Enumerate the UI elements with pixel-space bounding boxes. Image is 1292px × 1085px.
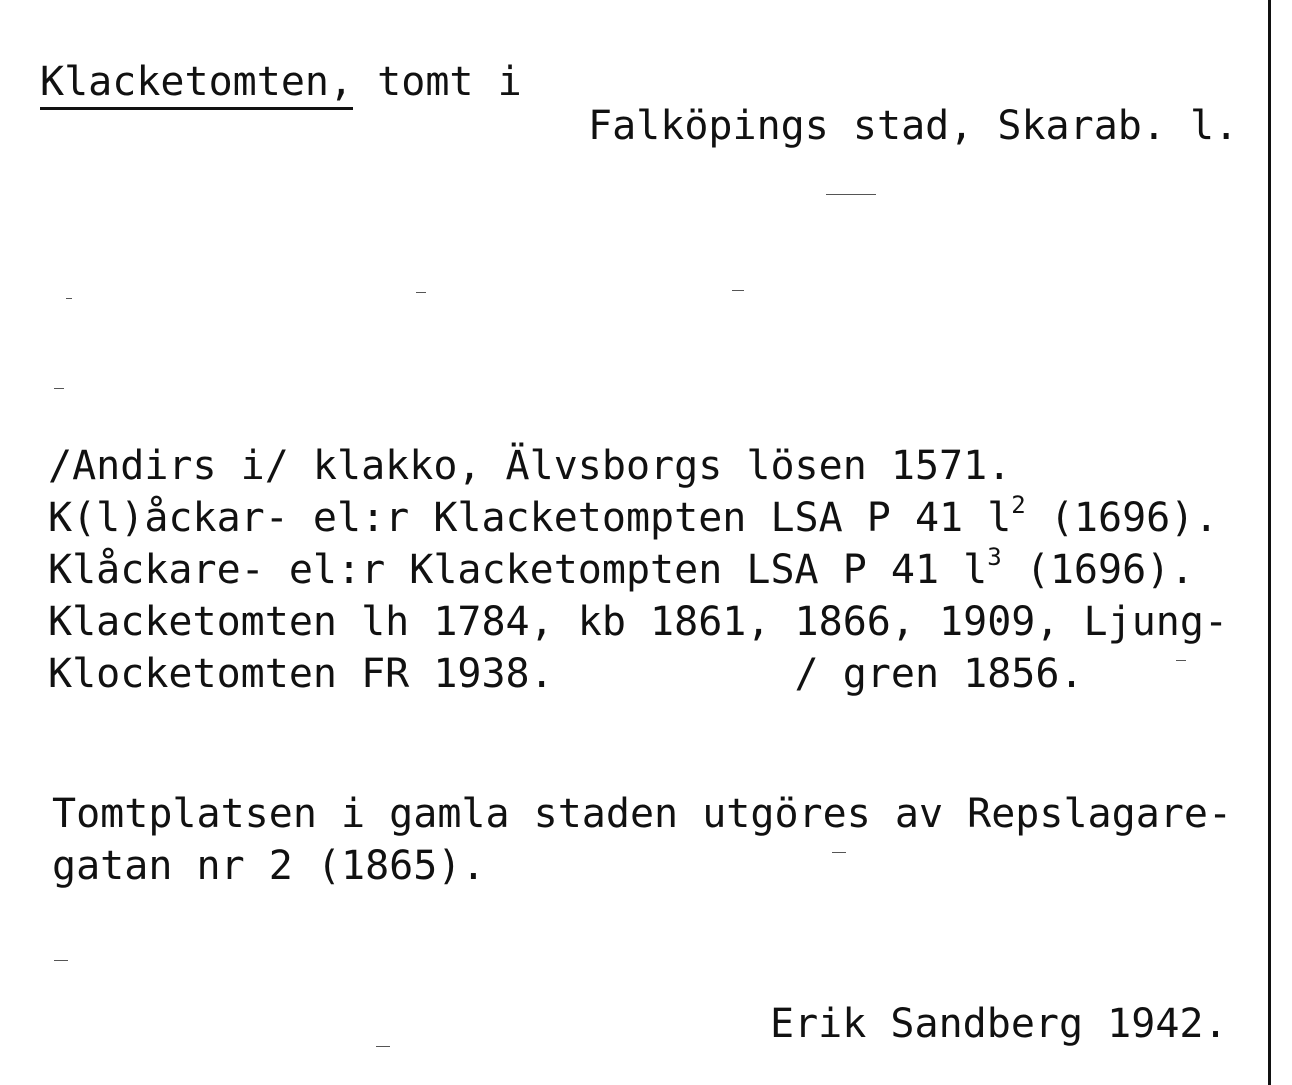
form-year: (1696). [1001,547,1195,593]
card-heading [40,59,522,105]
scan-speck [1176,660,1186,661]
note-line: gatan nr 2 (1865). [52,843,486,889]
form-text: /Andirs i/ klakko, Älvsborgs lösen 1571. [48,443,1012,489]
form-text: Klacketomten lh 1784, kb 1861, 1866, 1909, Ljung- [48,599,1229,645]
scan-speck [416,292,426,293]
form-line [48,440,1228,492]
note-line: Tomtplatsen i gamla staden utgöres av Repslagare- [52,791,1233,837]
form-line [48,648,1228,700]
location-line: Falköpings stad, Skarab. l. [588,103,1239,149]
headword-rest: tomt i [353,59,522,105]
signature: Erik Sandberg 1942. [770,1001,1228,1047]
scan-speck [66,298,72,299]
headword: Klacketomten, [40,59,353,110]
location-note [52,788,1232,892]
form-line [48,544,1228,596]
form-text: K(l)åckar- el:r Klacketompten LSA P 41 l [48,495,1012,541]
form-text: Klåckare- el:r Klacketompten LSA P 41 l [48,547,988,593]
scan-speck [826,194,876,195]
form-superscript: 3 [987,543,1002,571]
form-line [48,596,1228,648]
card-edge-line [1268,0,1271,1085]
form-year: (1696). [1025,495,1219,541]
scan-speck [54,388,64,389]
attested-forms [48,440,1228,700]
scan-speck [832,852,846,853]
scan-speck [54,960,68,961]
scan-speck [732,290,744,291]
form-line [48,492,1228,544]
form-superscript: 2 [1011,491,1026,519]
scan-speck [376,1046,390,1047]
form-text: Klocketomten FR 1938. / gren 1856. [48,651,1084,697]
